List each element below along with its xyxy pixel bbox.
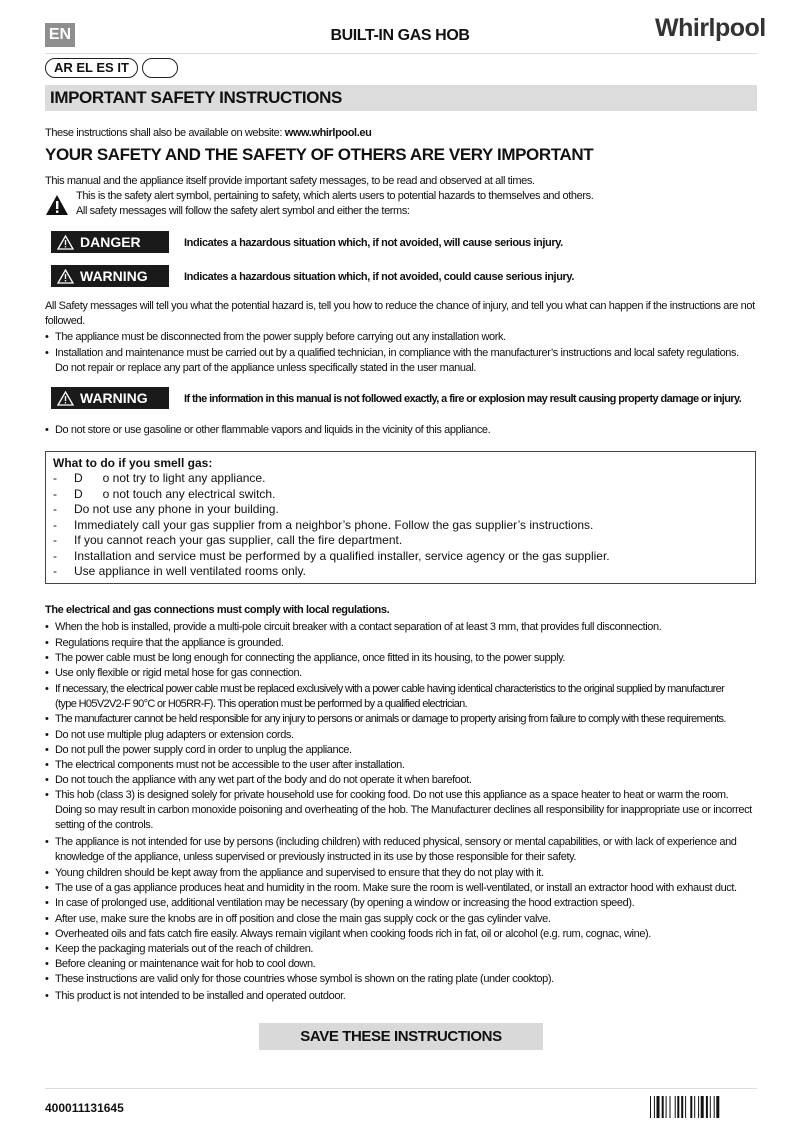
list-item-text: Use appliance in well ventilated rooms only.	[74, 564, 306, 578]
warning-tag	[51, 387, 169, 409]
list-item: • The power cable must be long enough for connecting the appliance, once fitted in its housing, to the power supply.	[45, 651, 757, 666]
list-item: - Use appliance in well ventilated rooms only.	[53, 564, 306, 578]
list-item: • Do not use multiple plug adapters or extension cords.	[45, 728, 757, 743]
list-item: • Regulations require that the appliance is grounded.	[45, 636, 757, 651]
save-instructions-banner: SAVE THESE INSTRUCTIONS	[259, 1023, 543, 1050]
list-item-text: Overheated oils and fats catch fire easily. Always remain vigilant when cooking foods rich in fat, oil or alcohol (e.g. rum, cognac, wine).	[55, 928, 651, 940]
list-item-text: Do not use multiple plug adapters or extension cords.	[55, 729, 294, 741]
list-item-text: When the hob is installed, provide a multi-pole circuit breaker with a contact separation of at least 3 mm, that provides full disconnection.	[55, 621, 662, 633]
list-item-text: knowledge of the appliance, unless supervised or previously instructed in its use by those responsible for their safety.	[55, 851, 577, 863]
list-item-text: (type H05V2V2-F 90°C or H05RR-F). This operation must be performed by a qualified electrician.	[55, 698, 468, 710]
list-item-text: The manufacturer cannot be held responsible for any injury to persons or animals or damage to property arising from failure to comply with these requirements.	[55, 713, 726, 725]
warning-description: Indicates a hazardous situation which, if not avoided, could cause serious injury.	[184, 271, 574, 283]
intro-paragraph: This manual and the appliance itself provide important safety messages, to be read and observed at all times.	[45, 175, 535, 187]
list-item: • This product is not intended to be installed and operated outdoor.	[45, 989, 757, 1004]
list-item-text: Keep the packaging materials out of the reach of children.	[55, 943, 314, 955]
list-item-text: Do not repair or replace any part of the appliance unless specifically stated in the user manual.	[55, 362, 477, 374]
list-item: - Immediately call your gas supplier from a neighbor’s phone. Follow the gas supplier’s instructions.	[53, 517, 594, 532]
list-item: • Use only flexible or rigid metal hose for gas connection.	[45, 666, 757, 681]
list-item-text: Installation and service must be performed by a qualified installer, service agency or the gas supplier.	[74, 548, 610, 563]
language-badge: EN	[45, 23, 75, 47]
list-item: • This hob (class 3) is designed solely for private household use for cooking food. Do not use this appliance as a space heater to heat or warm the room. Doing so may result in carbon monoxide poisoning and overheating of the hob. The Manufacturer declines all responsibility for inappropriate use or incorrect setting of the controls.	[45, 788, 757, 833]
list-item-text: Do not pull the power supply cord in order to unplug the appliance.	[55, 744, 352, 756]
gas-box-list	[53, 471, 610, 580]
list-item-text: The electrical components must not be accessible to the user after installation.	[55, 759, 405, 771]
list-item-text: If necessary, the electrical power cable must be replaced exclusively with a power cable having identical characteristics to the original supplied by manufacturer	[55, 683, 725, 695]
list-item-text: The use of a gas appliance produces heat and humidity in the room. Make sure the room is well-ventilated, or install an extractor hood with exhaust duct.	[55, 882, 737, 894]
barcode	[650, 1096, 743, 1122]
gas-smell-box	[45, 451, 756, 584]
language-codes	[45, 58, 178, 78]
list-item: • Keep the packaging materials out of the reach of children.	[45, 942, 757, 957]
list-item: - Do not use any phone in your building.	[53, 502, 279, 516]
main-heading: YOUR SAFETY AND THE SAFETY OF OTHERS ARE VERY IMPORTANT	[45, 145, 594, 164]
warning-triangle-icon	[57, 235, 74, 250]
list-item-text: Do not store or use gasoline or other flammable vapors and liquids in the vicinity of this appliance.	[55, 424, 491, 436]
header-divider	[45, 53, 757, 54]
electrical-heading: The electrical and gas connections must comply with local regulations.	[45, 604, 390, 616]
warning-triangle-icon	[57, 391, 74, 406]
list-item-text: Use only flexible or rigid metal hose for gas connection.	[55, 667, 302, 679]
list-item-text: Young children should be kept away from the appliance and supervised to ensure that they do not play with it.	[55, 867, 544, 879]
safety-alert-icon	[45, 194, 69, 216]
list-item-text: The appliance is not intended for use by persons (including children) with reduced physical, sensory or mental capabilities, or with lack of experience and	[55, 836, 737, 848]
list-item: • The appliance is not intended for use by persons (including children) with reduced physical, sensory or mental capabilities, or with lack of experience and knowledge of the appliance, unless supervised or previously instructed in its use by those responsible for their safety.	[45, 835, 757, 865]
list-item: • Overheated oils and fats catch fire easily. Always remain vigilant when cooking foods rich in fat, oil or alcohol (e.g. rum, cognac, wine).	[45, 927, 757, 942]
list-item-text: In case of prolonged use, additional ventilation may be necessary (by opening a window or increasing the hood extraction speed).	[55, 897, 635, 909]
danger-label: DANGER	[80, 234, 141, 250]
list-item: • When the hob is installed, provide a multi-pole circuit breaker with a contact separation of at least 3 mm, that provides full disconnection.	[45, 620, 757, 635]
website-link[interactable]: www.whirlpool.eu	[284, 127, 372, 139]
section-title: IMPORTANT SAFETY INSTRUCTIONS	[45, 85, 757, 111]
list-item: • The manufacturer cannot be held responsible for any injury to persons or animals or damage to property arising from failure to comply with these requirements.	[45, 712, 757, 727]
list-item: • If necessary, the electrical power cable must be replaced exclusively with a power cable having identical characteristics to the original supplied by manufacturer (type H05V2V2-F 90°C or H05RR-F). This operation must be performed by a qualified electrician.	[45, 682, 757, 712]
list-item-text: setting of the controls.	[55, 819, 154, 831]
warning-tag	[51, 265, 169, 287]
document-number: 400011131645	[45, 1101, 124, 1115]
list-item: • After use, make sure the knobs are in off position and close the main gas supply cock or the gas cylinder valve.	[45, 912, 757, 927]
document-title: BUILT-IN GAS HOB	[330, 27, 470, 44]
list-item-text: This hob (class 3) is designed solely for private household use for cooking food. Do not use this appliance as a space heater to heat or warm the room.	[55, 789, 729, 801]
list-item-text: D o not try to light any appliance.	[74, 471, 266, 485]
list-item-text: This product is not intended to be installed and operated outdoor.	[55, 990, 346, 1002]
list-item-text: D o not touch any electrical switch.	[74, 486, 276, 501]
language-codes-pill: AR EL ES IT	[45, 58, 138, 78]
warning-description: If the information in this manual is not followed exactly, a fire or explosion may result causing property damage or injury.	[184, 393, 742, 405]
gas-box-title: What to do if you smell gas:	[53, 456, 213, 470]
list-item: • Do not pull the power supply cord in order to unplug the appliance.	[45, 743, 757, 758]
brand-logo: Whirlpool	[655, 14, 766, 42]
list-item-text: Immediately call your gas supplier from a neighbor’s phone. Follow the gas supplier’s instructions.	[74, 517, 594, 532]
list-item: • The appliance must be disconnected from the power supply before carrying out any installation work.	[45, 330, 757, 345]
list-item-text: If you cannot reach your gas supplier, call the fire department.	[74, 533, 403, 547]
general-paragraph: All Safety messages will tell you what the potential hazard is, tell you how to reduce the chance of injury, and tell you what can happen if the instructions are not followed.	[45, 300, 755, 327]
website-note-text: These instructions shall also be available on website:	[45, 127, 285, 139]
list-item-text: Doing so may result in carbon monoxide poisoning and overheating of the hob. The Manufacturer declines all responsibility for inappropriate use or incorrect	[55, 804, 752, 816]
list-item: • Do not touch the appliance with any wet part of the body and do not operate it when barefoot.	[45, 773, 757, 788]
list-item-text: The appliance must be disconnected from the power supply before carrying out any installation work.	[55, 331, 506, 343]
list-item: • Before cleaning or maintenance wait for hob to cool down.	[45, 957, 757, 972]
alert-terms-text: All safety messages will follow the safety alert symbol and either the terms:	[76, 205, 410, 217]
footer-divider	[45, 1088, 757, 1089]
list-item: • The electrical components must not be accessible to the user after installation.	[45, 758, 757, 773]
warning-triangle-icon	[57, 269, 74, 284]
list-item-text: Do not touch the appliance with any wet part of the body and do not operate it when barefoot.	[55, 774, 472, 786]
empty-language-pill	[142, 58, 178, 78]
list-item: • Young children should be kept away from the appliance and supervised to ensure that they do not play with it.	[45, 866, 757, 881]
warning-label: WARNING	[80, 390, 148, 406]
list-item: - Installation and service must be performed by a qualified installer, service agency or the gas supplier.	[53, 548, 610, 563]
list-item: • In case of prolonged use, additional ventilation may be necessary (by opening a window or increasing the hood extraction speed).	[45, 896, 757, 911]
alert-symbol-text: This is the safety alert symbol, pertaining to safety, which alerts users to potential hazards to themselves and others.	[76, 190, 594, 202]
list-item-text: The power cable must be long enough for connecting the appliance, once fitted in its housing, to the power supply.	[55, 652, 566, 664]
list-item-text: These instructions are valid only for those countries whose symbol is shown on the rating plate (under cooktop).	[55, 973, 554, 985]
list-item: • Do not store or use gasoline or other flammable vapors and liquids in the vicinity of this appliance.	[45, 423, 757, 438]
list-item: • Installation and maintenance must be carried out by a qualified technician, in compliance with the manufacturer’s instructions and local safety regulations. Do not repair or replace any part of the appliance unless specifically stated in the user manual.	[45, 346, 757, 376]
website-note	[45, 126, 371, 141]
list-item: • These instructions are valid only for those countries whose symbol is shown on the rating plate (under cooktop).	[45, 972, 757, 987]
danger-description: Indicates a hazardous situation which, if not avoided, will cause serious injury.	[184, 237, 563, 249]
list-item: - D o not try to light any appliance.	[53, 471, 266, 485]
list-item-text: Before cleaning or maintenance wait for hob to cool down.	[55, 958, 316, 970]
list-item-text: After use, make sure the knobs are in off position and close the main gas supply cock or the gas cylinder valve.	[55, 913, 551, 925]
list-item-text: Do not use any phone in your building.	[74, 502, 279, 516]
list-item: • The use of a gas appliance produces heat and humidity in the room. Make sure the room is well-ventilated, or install an extractor hood with exhaust duct.	[45, 881, 757, 896]
list-item: - D o not touch any electrical switch.	[53, 486, 276, 501]
danger-tag	[51, 231, 169, 253]
list-item-text: Regulations require that the appliance is grounded.	[55, 637, 284, 649]
list-item: - If you cannot reach your gas supplier, call the fire department.	[53, 533, 403, 547]
list-item-text: Installation and maintenance must be carried out by a qualified technician, in compliance with the manufacturer’s instructions and local safety regulations.	[55, 347, 739, 359]
warning-label: WARNING	[80, 268, 148, 284]
